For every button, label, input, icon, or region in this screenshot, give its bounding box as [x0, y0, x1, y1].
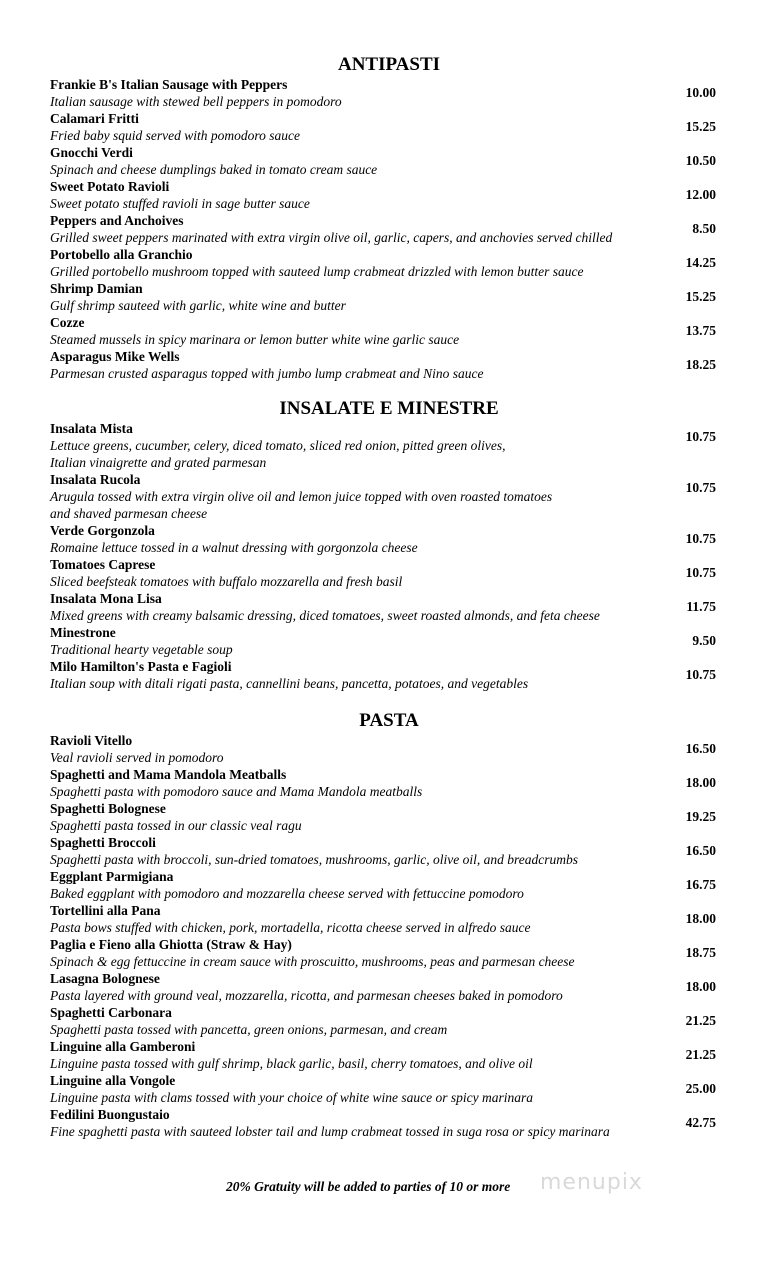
menu-item-price: 21.25: [685, 1047, 716, 1062]
menu-item-description: Steamed mussels in spicy marinara or lemon butter white wine garlic sauce: [50, 332, 460, 347]
menu-item-name: Linguine alla Gamberoni: [50, 1039, 196, 1054]
menu-item-name: Eggplant Parmigiana: [50, 869, 174, 884]
menu-item-price: 10.75: [685, 480, 716, 495]
menu-item-price: 18.00: [685, 775, 716, 790]
menu-item-price: 10.00: [685, 85, 716, 100]
menu-item-name: Ravioli Vitello: [50, 733, 133, 748]
menu-item-name: Paglia e Fieno alla Ghiotta (Straw & Hay): [50, 937, 292, 952]
menu-item: [50, 420, 720, 471]
menu-item-description-cont: Italian vinaigrette and grated parmesan: [50, 455, 267, 470]
menu-item-price: 13.75: [685, 323, 716, 338]
menu-item: [50, 590, 720, 624]
menu-item-description: Pasta bows stuffed with chicken, pork, mortadella, ricotta cheese served in alfredo sauce: [50, 920, 531, 935]
menu-item-price: 10.75: [685, 565, 716, 580]
menu-item-name: Verde Gorgonzola: [50, 523, 155, 538]
menu-item-name: Minestrone: [50, 625, 116, 640]
menu-item: [50, 1106, 720, 1140]
menu-item-name: Frankie B's Italian Sausage with Peppers: [50, 77, 288, 92]
menu-item: [50, 314, 720, 348]
menu-item: [50, 1072, 720, 1106]
menu-item-description: Grilled portobello mushroom topped with sauteed lump crabmeat drizzled with lemon butter sauce: [50, 264, 584, 279]
menu-item-name: Spaghetti and Mama Mandola Meatballs: [50, 767, 287, 782]
menu-item-description: Arugula tossed with extra virgin olive oil and lemon juice topped with oven roasted tomatoes: [50, 489, 553, 504]
menu-item-price: 21.25: [685, 1013, 716, 1028]
menu-item-name: Cozze: [50, 315, 85, 330]
menu-item: [50, 800, 720, 834]
menu-item-name: Peppers and Anchoives: [50, 213, 184, 228]
menu-item-price: 11.75: [686, 599, 716, 614]
menu-item: [50, 110, 720, 144]
menu-item-description: Linguine pasta tossed with gulf shrimp, black garlic, basil, cherry tomatoes, and olive oil: [50, 1056, 533, 1071]
menu-item: [50, 522, 720, 556]
menu-item: [50, 471, 720, 522]
menu-item-price: 16.50: [685, 741, 716, 756]
menu-item-price: 15.25: [685, 119, 716, 134]
menu-item-name: Spaghetti Broccoli: [50, 835, 156, 850]
menu-item-description: Sliced beefsteak tomatoes with buffalo mozzarella and fresh basil: [50, 574, 403, 589]
menu-item-description: Spinach and cheese dumplings baked in tomato cream sauce: [50, 162, 378, 177]
menu-item-description: Parmesan crusted asparagus topped with jumbo lump crabmeat and Nino sauce: [50, 366, 484, 381]
menu-item-name: Lasagna Bolognese: [50, 971, 160, 986]
menu-item-name: Insalata Mona Lisa: [50, 591, 162, 606]
section-insalate: [50, 398, 720, 692]
menu-item-price: 16.50: [685, 843, 716, 858]
menu-item-name: Shrimp Damian: [50, 281, 143, 296]
menu-item: [50, 246, 720, 280]
section-title-antipasti: ANTIPASTI: [337, 54, 441, 75]
menu-item-name: Portobello alla Granchio: [50, 247, 193, 262]
menu-item-description: Lettuce greens, cucumber, celery, diced tomato, sliced red onion, pitted green olives,: [50, 438, 506, 453]
menu-item: [50, 556, 720, 590]
section-title-pasta: PASTA: [359, 710, 419, 731]
menu-item-description: Spinach & egg fettuccine in cream sauce with proscuitto, mushrooms, peas and parmesan cheese: [50, 954, 575, 969]
section-antipasti: [50, 54, 720, 382]
menu-item-description: Mixed greens with creamy balsamic dressing, diced tomatoes, sweet roasted almonds, and feta cheese: [50, 608, 600, 623]
menu-item-price: 10.75: [685, 531, 716, 546]
menu-item-price: 18.00: [685, 911, 716, 926]
menu-item: [50, 970, 720, 1004]
menu-item-price: 14.25: [685, 255, 716, 270]
menu-item-description-cont: and shaved parmesan cheese: [50, 506, 208, 521]
menu-item-name: Tortellini alla Pana: [50, 903, 161, 918]
menu-item-name: Insalata Mista: [50, 421, 133, 436]
menu-item-price: 18.25: [685, 357, 716, 372]
menu-item-price: 10.50: [685, 153, 716, 168]
menu-item-description: Sweet potato stuffed ravioli in sage butter sauce: [50, 196, 310, 211]
menu-item-name: Asparagus Mike Wells: [50, 349, 180, 364]
menu-item-description: Spaghetti pasta with pomodoro sauce and Mama Mandola meatballs: [50, 784, 423, 799]
menu-item-name: Sweet Potato Ravioli: [50, 179, 170, 194]
menu-item: [50, 348, 720, 382]
menu-item: [50, 936, 720, 970]
menu-list-antipasti: [50, 76, 720, 382]
menu-item-price: 18.00: [685, 979, 716, 994]
watermark-logo: menupix: [540, 1170, 643, 1195]
menu-item: [50, 212, 720, 246]
menu-item-name: Calamari Fritti: [50, 111, 139, 126]
menu-item-name: Spaghetti Carbonara: [50, 1005, 172, 1020]
menu-item-name: Spaghetti Bolognese: [50, 801, 166, 816]
menu-item: [50, 732, 720, 766]
menu-item: [50, 834, 720, 868]
menu-item-description: Spaghetti pasta tossed with pancetta, green onions, parmesan, and cream: [50, 1022, 448, 1037]
menu-item-description: Grilled sweet peppers marinated with extra virgin olive oil, garlic, capers, and anchovies served chilled: [50, 230, 613, 245]
menu-item-price: 8.50: [692, 221, 716, 236]
menu-item-name: Gnocchi Verdi: [50, 145, 133, 160]
gratuity-note: 20% Gratuity will be added to parties of 10 or more: [226, 1179, 511, 1194]
menu-item: [50, 144, 720, 178]
menu-item: [50, 1004, 720, 1038]
menu-item-price: 42.75: [685, 1115, 716, 1130]
menu-item: [50, 658, 720, 692]
menu-item-price: 9.50: [692, 633, 716, 648]
menu-item-description: Italian sausage with stewed bell peppers in pomodoro: [50, 94, 342, 109]
menu-item-description: Fried baby squid served with pomodoro sauce: [50, 128, 300, 143]
menu-list-pasta: [50, 732, 720, 1140]
menu-item: [50, 766, 720, 800]
menu-item-name: Milo Hamilton's Pasta e Fagioli: [50, 659, 232, 674]
menu-item-price: 19.25: [685, 809, 716, 824]
menu-item-description: Traditional hearty vegetable soup: [50, 642, 233, 657]
menu-item-description: Spaghetti pasta with broccoli, sun-dried tomatoes, mushrooms, garlic, olive oil, and breadcrumbs: [50, 852, 578, 867]
menu-item-price: 15.25: [685, 289, 716, 304]
menu-item: [50, 76, 720, 110]
menu-item-name: Tomatoes Caprese: [50, 557, 156, 572]
menu-item-name: Linguine alla Vongole: [50, 1073, 176, 1088]
section-pasta: [50, 710, 720, 1140]
menu-item: [50, 1038, 720, 1072]
menu-list-insalate: [50, 420, 720, 692]
menu-item-name: Insalata Rucola: [50, 472, 141, 487]
menu-item: [50, 624, 720, 658]
section-title-insalate: INSALATE E MINESTRE: [279, 398, 499, 419]
menu-item: [50, 280, 720, 314]
menu-item-description: Baked eggplant with pomodoro and mozzarella cheese served with fettuccine pomodoro: [50, 886, 524, 901]
menu-item-price: 10.75: [685, 429, 716, 444]
menu-item-description: Romaine lettuce tossed in a walnut dressing with gorgonzola cheese: [50, 540, 418, 555]
menu-item-name: Fedilini Buongustaio: [50, 1107, 170, 1122]
menu-item-price: 12.00: [685, 187, 716, 202]
menu-item-price: 18.75: [685, 945, 716, 960]
menu-item-description: Veal ravioli served in pomodoro: [50, 750, 224, 765]
menu-item-description: Pasta layered with ground veal, mozzarella, ricotta, and parmesan cheeses baked in pomodoro: [50, 988, 563, 1003]
menu-item-price: 16.75: [685, 877, 716, 892]
menu-item-description: Fine spaghetti pasta with sauteed lobster tail and lump crabmeat tossed in suga rosa or spicy marinara: [50, 1124, 610, 1139]
menu-item-description: Gulf shrimp sauteed with garlic, white wine and butter: [50, 298, 346, 313]
menu-item-description: Linguine pasta with clams tossed with your choice of white wine sauce or spicy marinara: [50, 1090, 533, 1105]
menu-item-description: Spaghetti pasta tossed in our classic veal ragu: [50, 818, 302, 833]
menu-item: [50, 868, 720, 902]
menu-item-price: 25.00: [685, 1081, 716, 1096]
menu-item-price: 10.75: [685, 667, 716, 682]
menu-item-description: Italian soup with ditali rigati pasta, cannellini beans, pancetta, potatoes, and vegetables: [50, 676, 529, 691]
menu-item: [50, 902, 720, 936]
menu-item: [50, 178, 720, 212]
